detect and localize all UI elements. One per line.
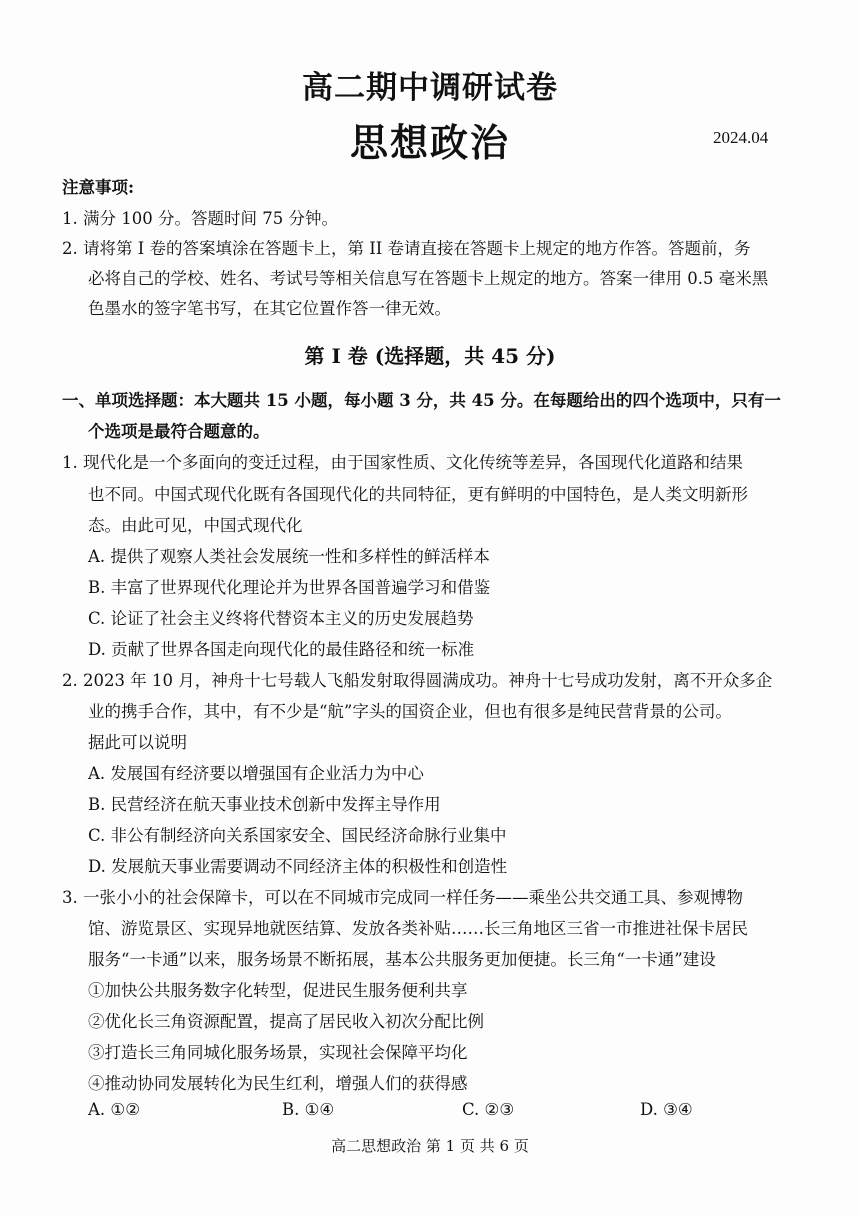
part-instruction-line-2: 个选项是最符合题意的。 xyxy=(88,422,270,441)
q3-option-c: C. ②③ xyxy=(462,1100,515,1119)
page-footer: 高二思想政治 第 1 页 共 6 页 xyxy=(331,1137,529,1155)
q2-option-c: C. 非公有制经济向关系国家安全、国民经济命脉行业集中 xyxy=(88,826,507,845)
section-heading: 第 I 卷 (选择题，共 45 分) xyxy=(304,344,556,368)
q3-statement-3: ③打造长三角同城化服务场景，实现社会保障平均化 xyxy=(88,1043,468,1062)
exam-title: 高二期中调研试卷 xyxy=(302,70,558,106)
q2-option-a: A. 发展国有经济要以增强国有企业活力为中心 xyxy=(88,764,424,783)
q2-option-d: D. 发展航天事业需要调动不同经济主体的积极性和创造性 xyxy=(88,857,508,876)
q3-statement-2: ②优化长三角资源配置，提高了居民收入初次分配比例 xyxy=(88,1012,484,1031)
exam-date: 2024.04 xyxy=(713,128,769,147)
q3-option-d: D. ③④ xyxy=(640,1100,693,1119)
q3-option-b: B. ①④ xyxy=(282,1100,335,1119)
q3-stem-line-1: 3. 一张小小的社会保障卡，可以在不同城市完成同一样任务——乘坐公共交通工具、参观博物 xyxy=(62,888,743,907)
q3-option-a: A. ①② xyxy=(88,1100,140,1119)
q2-stem-line-1: 2. 2023 年 10 月，神舟十七号载人飞船发射取得圆满成功。神舟十七号成功发射，离不开众多企 xyxy=(62,671,773,690)
q1-stem-line-3: 态。由此可见，中国式现代化 xyxy=(88,516,303,535)
q3-statement-4: ④推动协同发展转化为民生红利，增强人们的获得感 xyxy=(88,1074,468,1093)
notice-item-2-line-2: 必将自己的学校、姓名、考试号等相关信息写在答题卡上规定的地方。答案一律用 0.5 毫米黑 xyxy=(88,269,769,288)
q1-option-d: D. 贡献了世界各国走向现代化的最佳路径和统一标准 xyxy=(88,640,475,659)
q2-stem-line-3: 据此可以说明 xyxy=(88,733,187,752)
notice-heading: 注意事项: xyxy=(62,178,135,197)
notice-item-2-line-1: 2. 请将第 I 卷的答案填涂在答题卡上，第 II 卷请直接在答题卡上规定的地方作答。答题前，务 xyxy=(62,239,751,258)
q1-option-c: C. 论证了社会主义终将代替资本主义的历史发展趋势 xyxy=(88,609,474,628)
q1-option-b: B. 丰富了世界现代化理论并为世界各国普遍学习和借鉴 xyxy=(88,578,491,597)
q2-option-b: B. 民营经济在航天事业技术创新中发挥主导作用 xyxy=(88,795,441,814)
q3-stem-line-3: 服务“一卡通”以来，服务场景不断拓展，基本公共服务更加便捷。长三角“一卡通”建设 xyxy=(88,950,716,969)
q3-stem-line-2: 馆、游览景区、实现异地就医结算、发放各类补贴……长三角地区三省一市推进社保卡居民 xyxy=(88,919,748,938)
q1-stem-line-2: 也不同。中国式现代化既有各国现代化的共同特征，更有鲜明的中国特色，是人类文明新形 xyxy=(88,485,748,504)
q3-statement-1: ①加快公共服务数字化转型，促进民生服务便利共享 xyxy=(88,981,468,1000)
part-instruction-line-1: 一、单项选择题：本大题共 15 小题，每小题 3 分，共 45 分。在每题给出的四个选项中，只有一 xyxy=(62,391,781,410)
q1-option-a: A. 提供了观察人类社会发展统一性和多样性的鲜活样本 xyxy=(88,547,490,566)
subject-title: 思想政治 xyxy=(349,120,510,165)
notice-item-1: 1. 满分 100 分。答题时间 75 分钟。 xyxy=(62,209,338,228)
q1-stem-line-1: 1. 现代化是一个多面向的变迁过程，由于国家性质、文化传统等差异，各国现代化道路和结果 xyxy=(62,453,743,472)
notice-item-2-line-3: 色墨水的签字笔书写，在其它位置作答一律无效。 xyxy=(88,299,451,318)
q2-stem-line-2: 业的携手合作，其中，有不少是“航”字头的国资企业，但也有很多是纯民营背景的公司。 xyxy=(88,702,732,721)
